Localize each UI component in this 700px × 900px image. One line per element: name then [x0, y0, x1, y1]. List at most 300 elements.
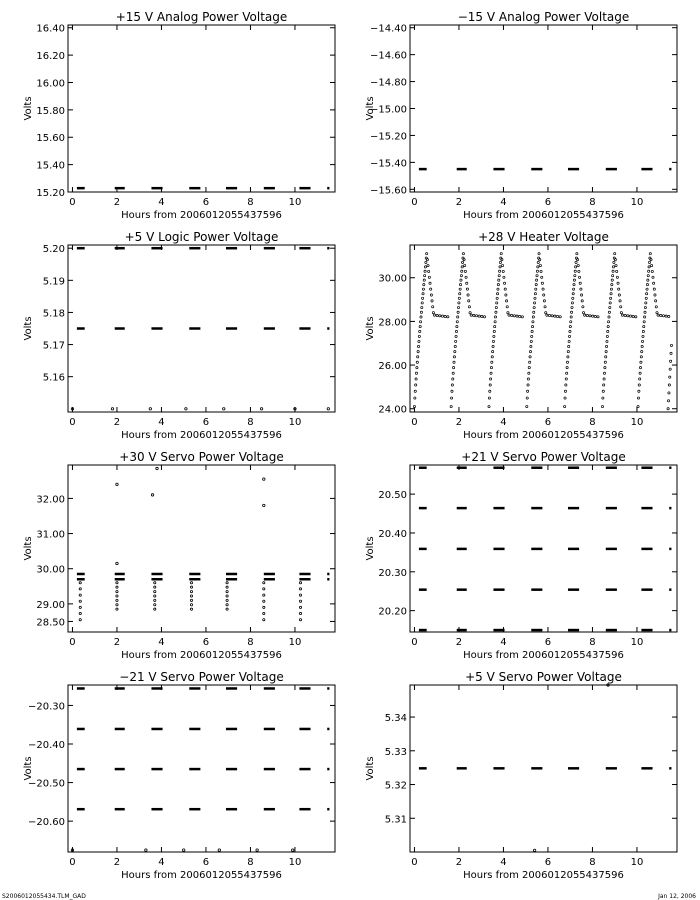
data-point — [539, 259, 541, 261]
data-point — [578, 270, 580, 272]
data-point — [573, 284, 575, 286]
data-point — [648, 261, 650, 263]
data-point — [453, 367, 455, 369]
data-point — [422, 288, 424, 290]
data-point — [491, 361, 493, 363]
footer-date: Jan 12, 2006 — [658, 893, 696, 900]
data-point — [460, 275, 462, 277]
y-tick-label: 15.40 — [36, 160, 65, 172]
data-point — [145, 849, 147, 851]
data-point — [637, 397, 639, 399]
data-point — [635, 316, 637, 318]
data-point — [426, 259, 428, 261]
data-point — [665, 315, 667, 317]
y-tick-label: 32.00 — [36, 494, 65, 506]
data-point — [488, 405, 490, 407]
data-point — [519, 315, 521, 317]
y-axis — [43, 244, 335, 383]
x-tick-label: 4 — [500, 857, 507, 868]
y-axis — [370, 24, 677, 197]
y-tick-label: 15.60 — [36, 133, 65, 145]
data-point — [526, 405, 528, 407]
data-point — [493, 330, 495, 332]
panel-2 — [365, 10, 677, 221]
data-point — [571, 306, 573, 308]
x-axis — [411, 465, 643, 648]
data-point — [624, 314, 626, 316]
data-point — [461, 266, 463, 268]
data-point — [529, 361, 531, 363]
x-axis — [69, 245, 301, 428]
data-point — [458, 297, 460, 299]
data-point — [183, 849, 185, 851]
data-point — [492, 340, 494, 342]
x-tick-label: 6 — [202, 197, 210, 208]
data-point — [516, 315, 518, 317]
data-point — [428, 270, 430, 272]
data-point — [641, 351, 643, 353]
y-tick-label: 5.33 — [384, 746, 407, 758]
x-tick-label: 4 — [158, 197, 165, 208]
data-point — [416, 361, 418, 363]
data-point — [532, 316, 534, 318]
data-point — [612, 270, 614, 272]
data-point — [299, 600, 301, 602]
data-point — [647, 275, 649, 277]
data-series — [419, 468, 672, 630]
data-point — [462, 253, 464, 255]
data-point — [451, 384, 453, 386]
y-tick-label: 28.00 — [378, 317, 407, 329]
data-point — [530, 345, 532, 347]
y-tick-label: −20.40 — [27, 740, 65, 752]
data-point — [190, 582, 192, 584]
data-point — [569, 325, 571, 327]
data-point — [419, 325, 421, 327]
data-point — [226, 604, 228, 606]
x-tick-label: 6 — [544, 637, 552, 648]
data-point — [429, 282, 431, 284]
data-point — [670, 360, 672, 362]
data-point — [469, 312, 471, 314]
data-point — [481, 315, 483, 317]
data-point — [494, 321, 496, 323]
data-point — [464, 264, 466, 266]
data-point — [263, 588, 265, 590]
data-point — [111, 408, 113, 410]
y-axis-label: Volts — [23, 536, 34, 561]
data-point — [466, 288, 468, 290]
data-point — [500, 253, 502, 255]
data-point — [223, 408, 225, 410]
data-point — [226, 590, 228, 592]
data-point — [567, 356, 569, 358]
data-point — [655, 306, 657, 308]
data-point — [535, 288, 537, 290]
data-point — [609, 302, 611, 304]
chart-title: +21 V Servo Power Voltage — [461, 450, 626, 464]
chart-title: +30 V Servo Power Voltage — [119, 450, 284, 464]
x-tick-label: 2 — [455, 857, 463, 868]
data-point — [638, 390, 640, 392]
data-point — [263, 504, 265, 506]
data-point — [640, 356, 642, 358]
data-point — [418, 340, 420, 342]
x-axis — [411, 685, 643, 868]
x-tick-label: 2 — [113, 637, 121, 648]
data-point — [464, 270, 466, 272]
data-point — [528, 367, 530, 369]
data-point — [564, 405, 566, 407]
panel-1 — [23, 10, 335, 221]
y-tick-label: −15.00 — [369, 104, 407, 116]
data-point — [468, 306, 470, 308]
data-point — [116, 599, 118, 601]
data-point — [566, 372, 568, 374]
x-tick-label: 2 — [455, 197, 463, 208]
data-point — [606, 340, 608, 342]
y-tick-label: 5.18 — [42, 308, 65, 320]
data-point — [668, 384, 670, 386]
data-point — [627, 315, 629, 317]
data-point — [543, 294, 545, 296]
data-point — [629, 315, 631, 317]
data-point — [460, 279, 462, 281]
data-point — [457, 306, 459, 308]
data-point — [421, 302, 423, 304]
data-point — [597, 316, 599, 318]
data-point — [154, 586, 156, 588]
x-tick-label: 8 — [247, 637, 254, 648]
data-point — [541, 282, 543, 284]
data-point — [450, 397, 452, 399]
data-point — [415, 372, 417, 374]
data-point — [427, 264, 429, 266]
x-tick-label: 10 — [288, 417, 302, 428]
data-point — [645, 302, 647, 304]
data-point — [79, 582, 81, 584]
data-point — [559, 316, 561, 318]
data-point — [540, 270, 542, 272]
data-point — [538, 253, 540, 255]
data-point — [492, 345, 494, 347]
data-point — [154, 590, 156, 592]
chart-title: +15 V Analog Power Voltage — [115, 10, 288, 24]
data-point — [499, 261, 501, 263]
y-tick-label: 5.32 — [384, 780, 407, 792]
data-point — [613, 261, 615, 263]
data-point — [151, 494, 153, 496]
x-axis-label: Hours from 2006012055437596 — [463, 430, 624, 441]
data-point — [505, 300, 507, 302]
data-series — [419, 684, 672, 852]
data-point — [532, 321, 534, 323]
data-point — [554, 315, 556, 317]
data-point — [531, 325, 533, 327]
x-tick-label: 0 — [69, 637, 76, 648]
data-point — [529, 351, 531, 353]
data-point — [459, 293, 461, 295]
data-point — [263, 612, 265, 614]
data-point — [536, 279, 538, 281]
data-point — [582, 306, 584, 308]
data-point — [496, 293, 498, 295]
data-point — [542, 288, 544, 290]
data-point — [648, 266, 650, 268]
data-point — [618, 288, 620, 290]
data-point — [645, 297, 647, 299]
data-point — [422, 297, 424, 299]
data-point — [299, 619, 301, 621]
data-point — [416, 367, 418, 369]
x-tick-label: 10 — [630, 197, 644, 208]
data-point — [611, 284, 613, 286]
data-point — [431, 300, 433, 302]
data-point — [539, 264, 541, 266]
data-point — [545, 312, 547, 314]
data-point — [670, 344, 672, 346]
data-point — [603, 372, 605, 374]
data-point — [79, 594, 81, 596]
data-point — [601, 405, 603, 407]
data-point — [654, 294, 656, 296]
data-point — [452, 372, 454, 374]
data-point — [419, 330, 421, 332]
data-point — [617, 282, 619, 284]
data-point — [536, 275, 538, 277]
data-point — [426, 253, 428, 255]
data-point — [646, 293, 648, 295]
data-point — [608, 316, 610, 318]
y-tick-label: 29.00 — [36, 599, 65, 611]
x-tick-label: 2 — [455, 637, 463, 648]
data-point — [572, 297, 574, 299]
data-point — [507, 312, 509, 314]
data-point — [501, 264, 503, 266]
data-point — [494, 325, 496, 327]
data-point — [190, 595, 192, 597]
data-point — [453, 361, 455, 363]
data-point — [492, 351, 494, 353]
data-point — [584, 314, 586, 316]
x-tick-label: 10 — [288, 197, 302, 208]
data-point — [263, 478, 265, 480]
data-point — [615, 264, 617, 266]
data-point — [226, 595, 228, 597]
data-point — [116, 582, 118, 584]
data-point — [670, 352, 672, 354]
data-point — [632, 315, 634, 317]
data-point — [610, 297, 612, 299]
y-tick-label: 30.00 — [378, 273, 407, 285]
data-point — [655, 300, 657, 302]
x-axis — [411, 25, 643, 208]
data-point — [432, 312, 434, 314]
x-tick-label: 4 — [158, 857, 165, 868]
y-tick-label: −15.40 — [369, 158, 407, 170]
y-tick-label: −20.60 — [27, 817, 65, 829]
data-point — [611, 279, 613, 281]
data-point — [447, 316, 449, 318]
y-tick-label: 5.19 — [42, 276, 65, 288]
x-tick-label: 6 — [202, 637, 210, 648]
data-point — [444, 315, 446, 317]
data-point — [604, 367, 606, 369]
data-point — [116, 604, 118, 606]
data-point — [263, 619, 265, 621]
y-axis — [385, 713, 677, 825]
data-point — [154, 582, 156, 584]
data-point — [419, 321, 421, 323]
data-point — [452, 378, 454, 380]
y-tick-label: −15.20 — [369, 131, 407, 143]
plot-frame — [68, 245, 335, 412]
data-point — [457, 311, 459, 313]
data-series — [77, 467, 330, 620]
y-axis — [28, 701, 335, 828]
y-tick-label: −14.80 — [369, 77, 407, 89]
data-point — [640, 361, 642, 363]
data-point — [571, 302, 573, 304]
data-point — [226, 608, 228, 610]
x-tick-label: 8 — [589, 857, 596, 868]
data-point — [424, 275, 426, 277]
y-tick-label: −20.30 — [27, 701, 65, 713]
data-point — [430, 288, 432, 290]
data-point — [149, 408, 151, 410]
y-tick-label: 5.17 — [42, 340, 65, 352]
chart-title: +5 V Servo Power Voltage — [465, 670, 622, 684]
data-point — [652, 276, 654, 278]
data-point — [463, 259, 465, 261]
data-point — [548, 314, 550, 316]
data-point — [534, 293, 536, 295]
data-point — [639, 367, 641, 369]
data-point — [185, 408, 187, 410]
data-point — [586, 314, 588, 316]
x-tick-label: 8 — [589, 197, 596, 208]
data-point — [498, 275, 500, 277]
chart-title: +28 V Heater Voltage — [478, 230, 609, 244]
data-point — [580, 288, 582, 290]
data-point — [503, 282, 505, 284]
data-point — [607, 330, 609, 332]
data-point — [490, 372, 492, 374]
y-tick-label: 16.40 — [36, 23, 65, 35]
plot-frame — [410, 25, 677, 192]
x-tick-label: 6 — [544, 197, 552, 208]
data-point — [657, 314, 659, 316]
data-point — [649, 253, 651, 255]
x-tick-label: 8 — [247, 417, 254, 428]
x-tick-label: 10 — [630, 857, 644, 868]
data-point — [653, 282, 655, 284]
data-point — [556, 315, 558, 317]
x-axis — [69, 685, 301, 868]
data-point — [190, 586, 192, 588]
data-point — [414, 390, 416, 392]
data-point — [417, 356, 419, 358]
data-point — [609, 306, 611, 308]
data-point — [190, 599, 192, 601]
data-point — [433, 314, 435, 316]
data-point — [421, 306, 423, 308]
y-axis-label: Volts — [365, 536, 376, 561]
data-point — [527, 390, 529, 392]
data-point — [521, 316, 523, 318]
data-point — [226, 586, 228, 588]
x-axis-label: Hours from 2006012055437596 — [463, 870, 624, 881]
y-axis — [36, 24, 335, 199]
data-point — [643, 321, 645, 323]
x-axis-label: Hours from 2006012055437596 — [121, 210, 282, 221]
data-point — [579, 282, 581, 284]
data-point — [116, 590, 118, 592]
plot-frame — [410, 465, 677, 632]
data-point — [299, 606, 301, 608]
data-point — [668, 315, 670, 317]
data-point — [420, 316, 422, 318]
data-point — [650, 259, 652, 261]
plot-frame — [410, 245, 677, 412]
data-point — [651, 270, 653, 272]
data-point — [415, 378, 417, 380]
plot-frame — [68, 25, 335, 192]
y-axis-label: Volts — [23, 96, 34, 121]
data-point — [461, 261, 463, 263]
data-point — [660, 314, 662, 316]
data-point — [574, 270, 576, 272]
data-point — [638, 384, 640, 386]
y-axis-label: Volts — [23, 316, 34, 341]
data-point — [570, 311, 572, 313]
y-tick-label: 16.20 — [36, 51, 65, 63]
x-tick-label: 6 — [544, 857, 552, 868]
data-point — [256, 849, 258, 851]
data-point — [299, 588, 301, 590]
data-point — [263, 594, 265, 596]
data-point — [495, 306, 497, 308]
data-point — [541, 276, 543, 278]
data-point — [478, 315, 480, 317]
data-point — [425, 261, 427, 263]
data-point — [564, 390, 566, 392]
data-point — [413, 405, 415, 407]
data-point — [483, 316, 485, 318]
data-point — [536, 270, 538, 272]
data-point — [292, 849, 294, 851]
data-point — [614, 253, 616, 255]
data-point — [581, 300, 583, 302]
data-point — [454, 351, 456, 353]
data-point — [606, 335, 608, 337]
data-point — [508, 314, 510, 316]
x-axis — [69, 25, 301, 208]
data-point — [565, 384, 567, 386]
plot-frame — [410, 685, 677, 852]
data-point — [504, 288, 506, 290]
x-tick-label: 4 — [500, 637, 507, 648]
data-point — [260, 408, 262, 410]
data-point — [218, 849, 220, 851]
x-tick-label: 8 — [589, 417, 596, 428]
data-point — [455, 330, 457, 332]
y-tick-label: −15.60 — [369, 185, 407, 197]
data-point — [430, 294, 432, 296]
y-tick-label: −14.40 — [369, 23, 407, 35]
data-point — [454, 345, 456, 347]
data-point — [156, 467, 158, 469]
